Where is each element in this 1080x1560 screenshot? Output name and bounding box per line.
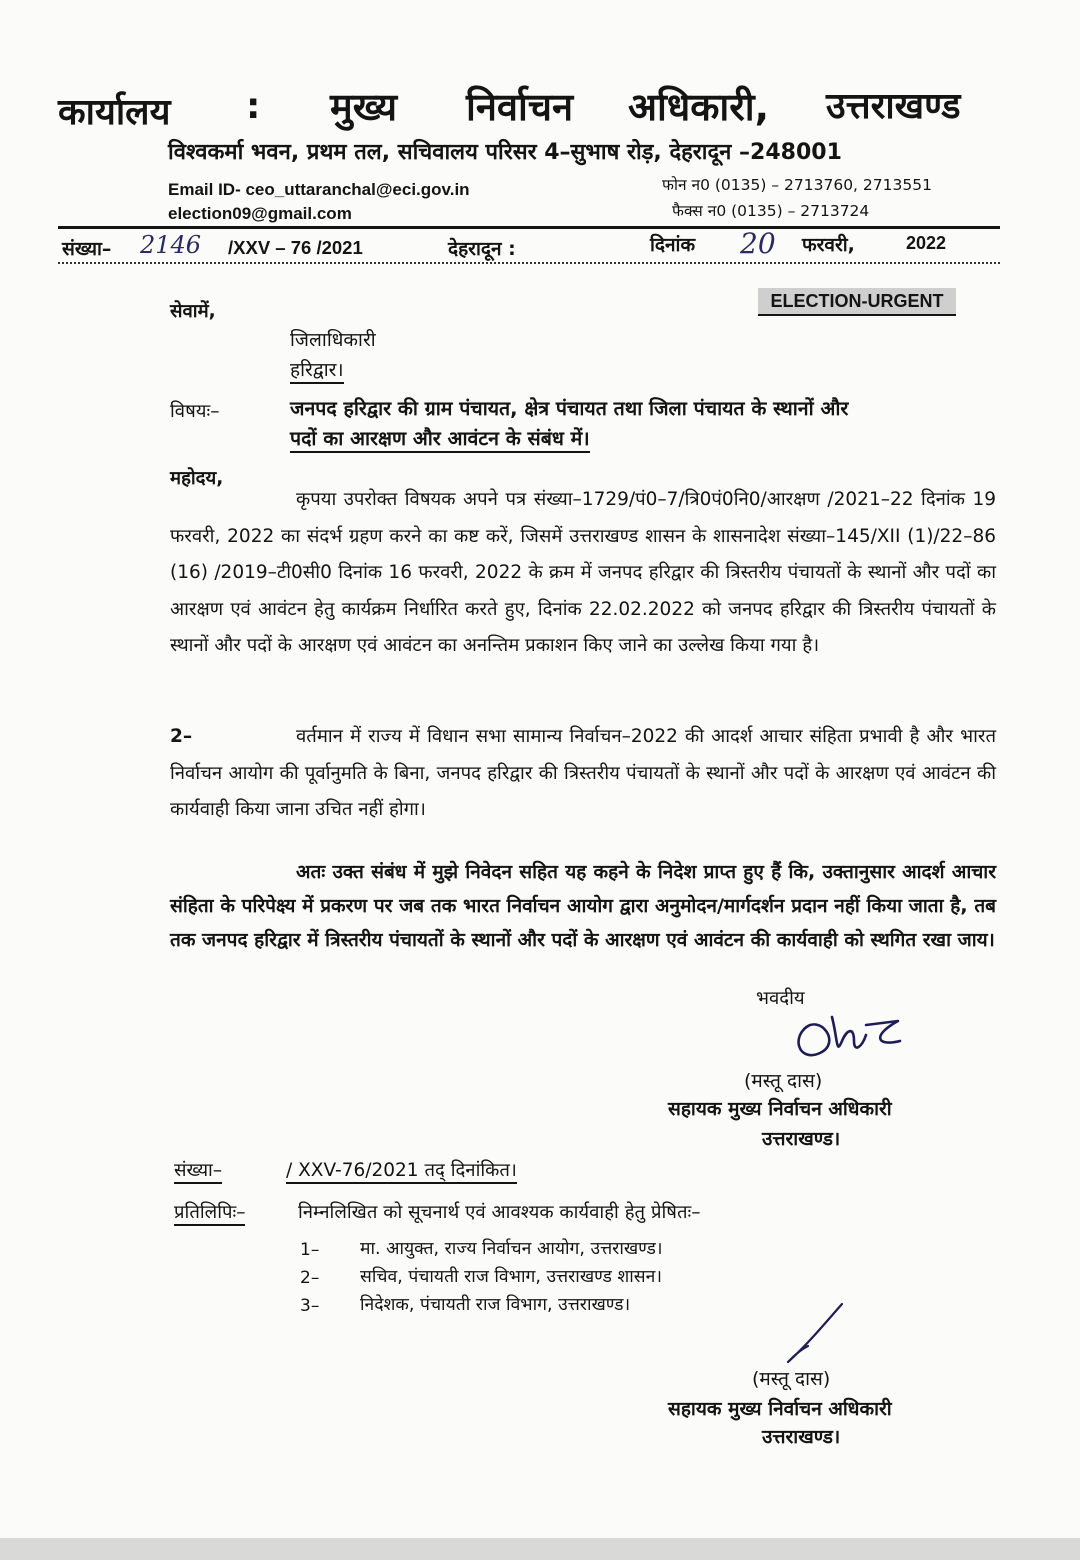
copy-forward-text: निम्नलिखित को सूचनार्थ एवं आवश्यक कार्यवाही हेतु प्रेषितः– [298, 1202, 701, 1223]
signatory-state: उत्तराखण्ड। [762, 1128, 841, 1150]
fax-number: फैक्स न0 (0135) – 2713724 [672, 202, 870, 220]
subject-label: विषयः– [170, 401, 220, 422]
recipient-place-text: हरिद्वार। [290, 359, 344, 384]
phone-numbers: फोन न0 (0135) – 2713760, 2713551 [662, 176, 932, 194]
salutation: महोदय, [170, 468, 224, 489]
office-name-word-3: अधिकारी, [628, 85, 770, 129]
office-colon: : [246, 86, 261, 127]
copy-number-value [286, 1157, 517, 1182]
recipient-designation: जिलाधिकारी [290, 329, 376, 351]
copy-item-1-number: 1– [300, 1240, 320, 1260]
subject-line-2-text: पदों का आरक्षण और आवंटन के संबंध में। [290, 427, 590, 453]
date-handwritten: 20 [740, 227, 776, 260]
copy-label-text: प्रतिलिपिः– [174, 1202, 245, 1226]
recipient-place [290, 356, 344, 382]
reference-rule-bottom [58, 262, 1000, 264]
copy-number-label-text: संख्या– [174, 1160, 222, 1184]
reference-place: देहरादून : [448, 238, 516, 260]
closing-bhavdiya: भवदीय [756, 988, 805, 1009]
signatory-2-name: (मस्तू दास) [752, 1368, 831, 1390]
copy-item-1-text: मा. आयुक्त, राज्य निर्वाचन आयोग, उत्तराखण्ड। [360, 1239, 663, 1259]
date-year: 2022 [906, 233, 947, 253]
signature-scribble-2 [778, 1300, 858, 1370]
signatory-2-state: उत्तराखण्ड। [762, 1426, 841, 1448]
subject-line-2 [290, 424, 590, 451]
signatory-name: (मस्तू दास) [744, 1070, 823, 1092]
copy-item-2-text: सचिव, पंचायती राज विभाग, उत्तराखण्ड शासन। [360, 1267, 662, 1287]
paragraph-2-number: 2– [170, 726, 193, 747]
copy-number-value-text: / XXV-76/2021 तद् दिनांकित। [286, 1160, 517, 1184]
signatory-2-designation: सहायक मुख्य निर्वाचन अधिकारी [668, 1398, 892, 1420]
signature-scribble-1 [780, 995, 920, 1065]
copy-number-label [174, 1157, 222, 1182]
letterhead-rule-top [58, 226, 1000, 229]
office-name-word-2: निर्वाचन [466, 85, 574, 129]
reference-number-series: /XXV – 76 /2021 [228, 237, 363, 258]
subject-line-1: जनपद हरिद्वार की ग्राम पंचायत, क्षेत्र पंचायत तथा जिला पंचायत के स्थानों और [290, 397, 849, 420]
office-label: कार्यालय [58, 92, 171, 133]
date-label: दिनांक [650, 234, 696, 256]
copy-label [174, 1199, 245, 1224]
office-name-word-1: मुख्य [330, 85, 397, 129]
urgent-tag: ELECTION-URGENT [758, 288, 956, 316]
page-bottom-edge [0, 1538, 1080, 1560]
reference-number-label: संख्या– [62, 238, 112, 260]
email-primary: Email ID- ceo_uttaranchal@eci.gov.in [168, 180, 470, 199]
email-secondary: election09@gmail.com [168, 204, 352, 223]
date-month: फरवरी, [802, 234, 855, 256]
signatory-designation: सहायक मुख्य निर्वाचन अधिकारी [668, 1098, 892, 1120]
office-address: विश्वकर्मा भवन, प्रथम तल, सचिवालय परिसर 4–सुभाष रोड़, देहरादून –248001 [168, 140, 842, 165]
copy-item-3-number: 3– [300, 1296, 320, 1316]
paragraph-2: वर्तमान में राज्य में विधान सभा सामान्य निर्वाचन–2022 की आदर्श आचार संहिता प्रभावी है और भारत निर्वाचन आयोग की पूर्वानुमति के बिना, जनपद हरिद्वार की त्रिस्तरीय पंचायतों के स्थानों और पदों के आरक्षण एवं आवंटन की कार्यवाही किया जाना उचित नहीं होगा। [170, 726, 996, 820]
copy-item-2-number: 2– [300, 1268, 320, 1288]
paragraph-3: अतः उक्त संबंध में मुझे निवेदन सहित यह कहने के निदेश प्राप्त हुए हैं कि, उक्तानुसार आदर्श आचार संहिता के परिपेक्ष्य में प्रकरण पर जब तक भारत निर्वाचन आयोग द्वारा अनुमोदन/मार्गदर्शन प्रदान नहीं किया जाता है, तब तक जनपद हरिद्वार में त्रिस्तरीय पंचायतों के स्थानों और पदों के आरक्षण एवं आवंटन की कार्यवाही को स्थगित रखा जाय। [170, 861, 996, 951]
paragraph-1: कृपया उपरोक्त विषयक अपने पत्र संख्या–1729/पं0–7/त्रि0पं0नि0/आरक्षण /2021–22 दिनांक 19 फरवरी, 2022 का संदर्भ ग्रहण करने का कष्ट करें, जिसमें उत्तराखण्ड शासन के शासनादेश संख्या–145/XII (1)/22–86 (16) /2019–टी0सी0 दिनांक 16 फरवरी, 2022 के क्रम में जनपद हरिद्वार की त्रिस्तरीय पंचायतों के स्थानों और पदों का आरक्षण एवं आवंटन हेतु कार्यक्रम निर्धारित करते हुए, दिनांक 22.02.2022 को जनपद हरिद्वार की त्रिस्तरीय पंचायतों के स्थानों और पदों के आरक्षण एवं आवंटन का अनन्तिम प्रकाशन किए जाने का उल्लेख किया गया है। [170, 489, 996, 656]
office-state: उत्तराखण्ड [826, 86, 961, 127]
copy-item-3-text: निदेशक, पंचायती राज विभाग, उत्तराखण्ड। [360, 1295, 631, 1315]
salutation-to: सेवामें, [170, 301, 216, 322]
reference-number-handwritten: 2146 [140, 231, 202, 259]
